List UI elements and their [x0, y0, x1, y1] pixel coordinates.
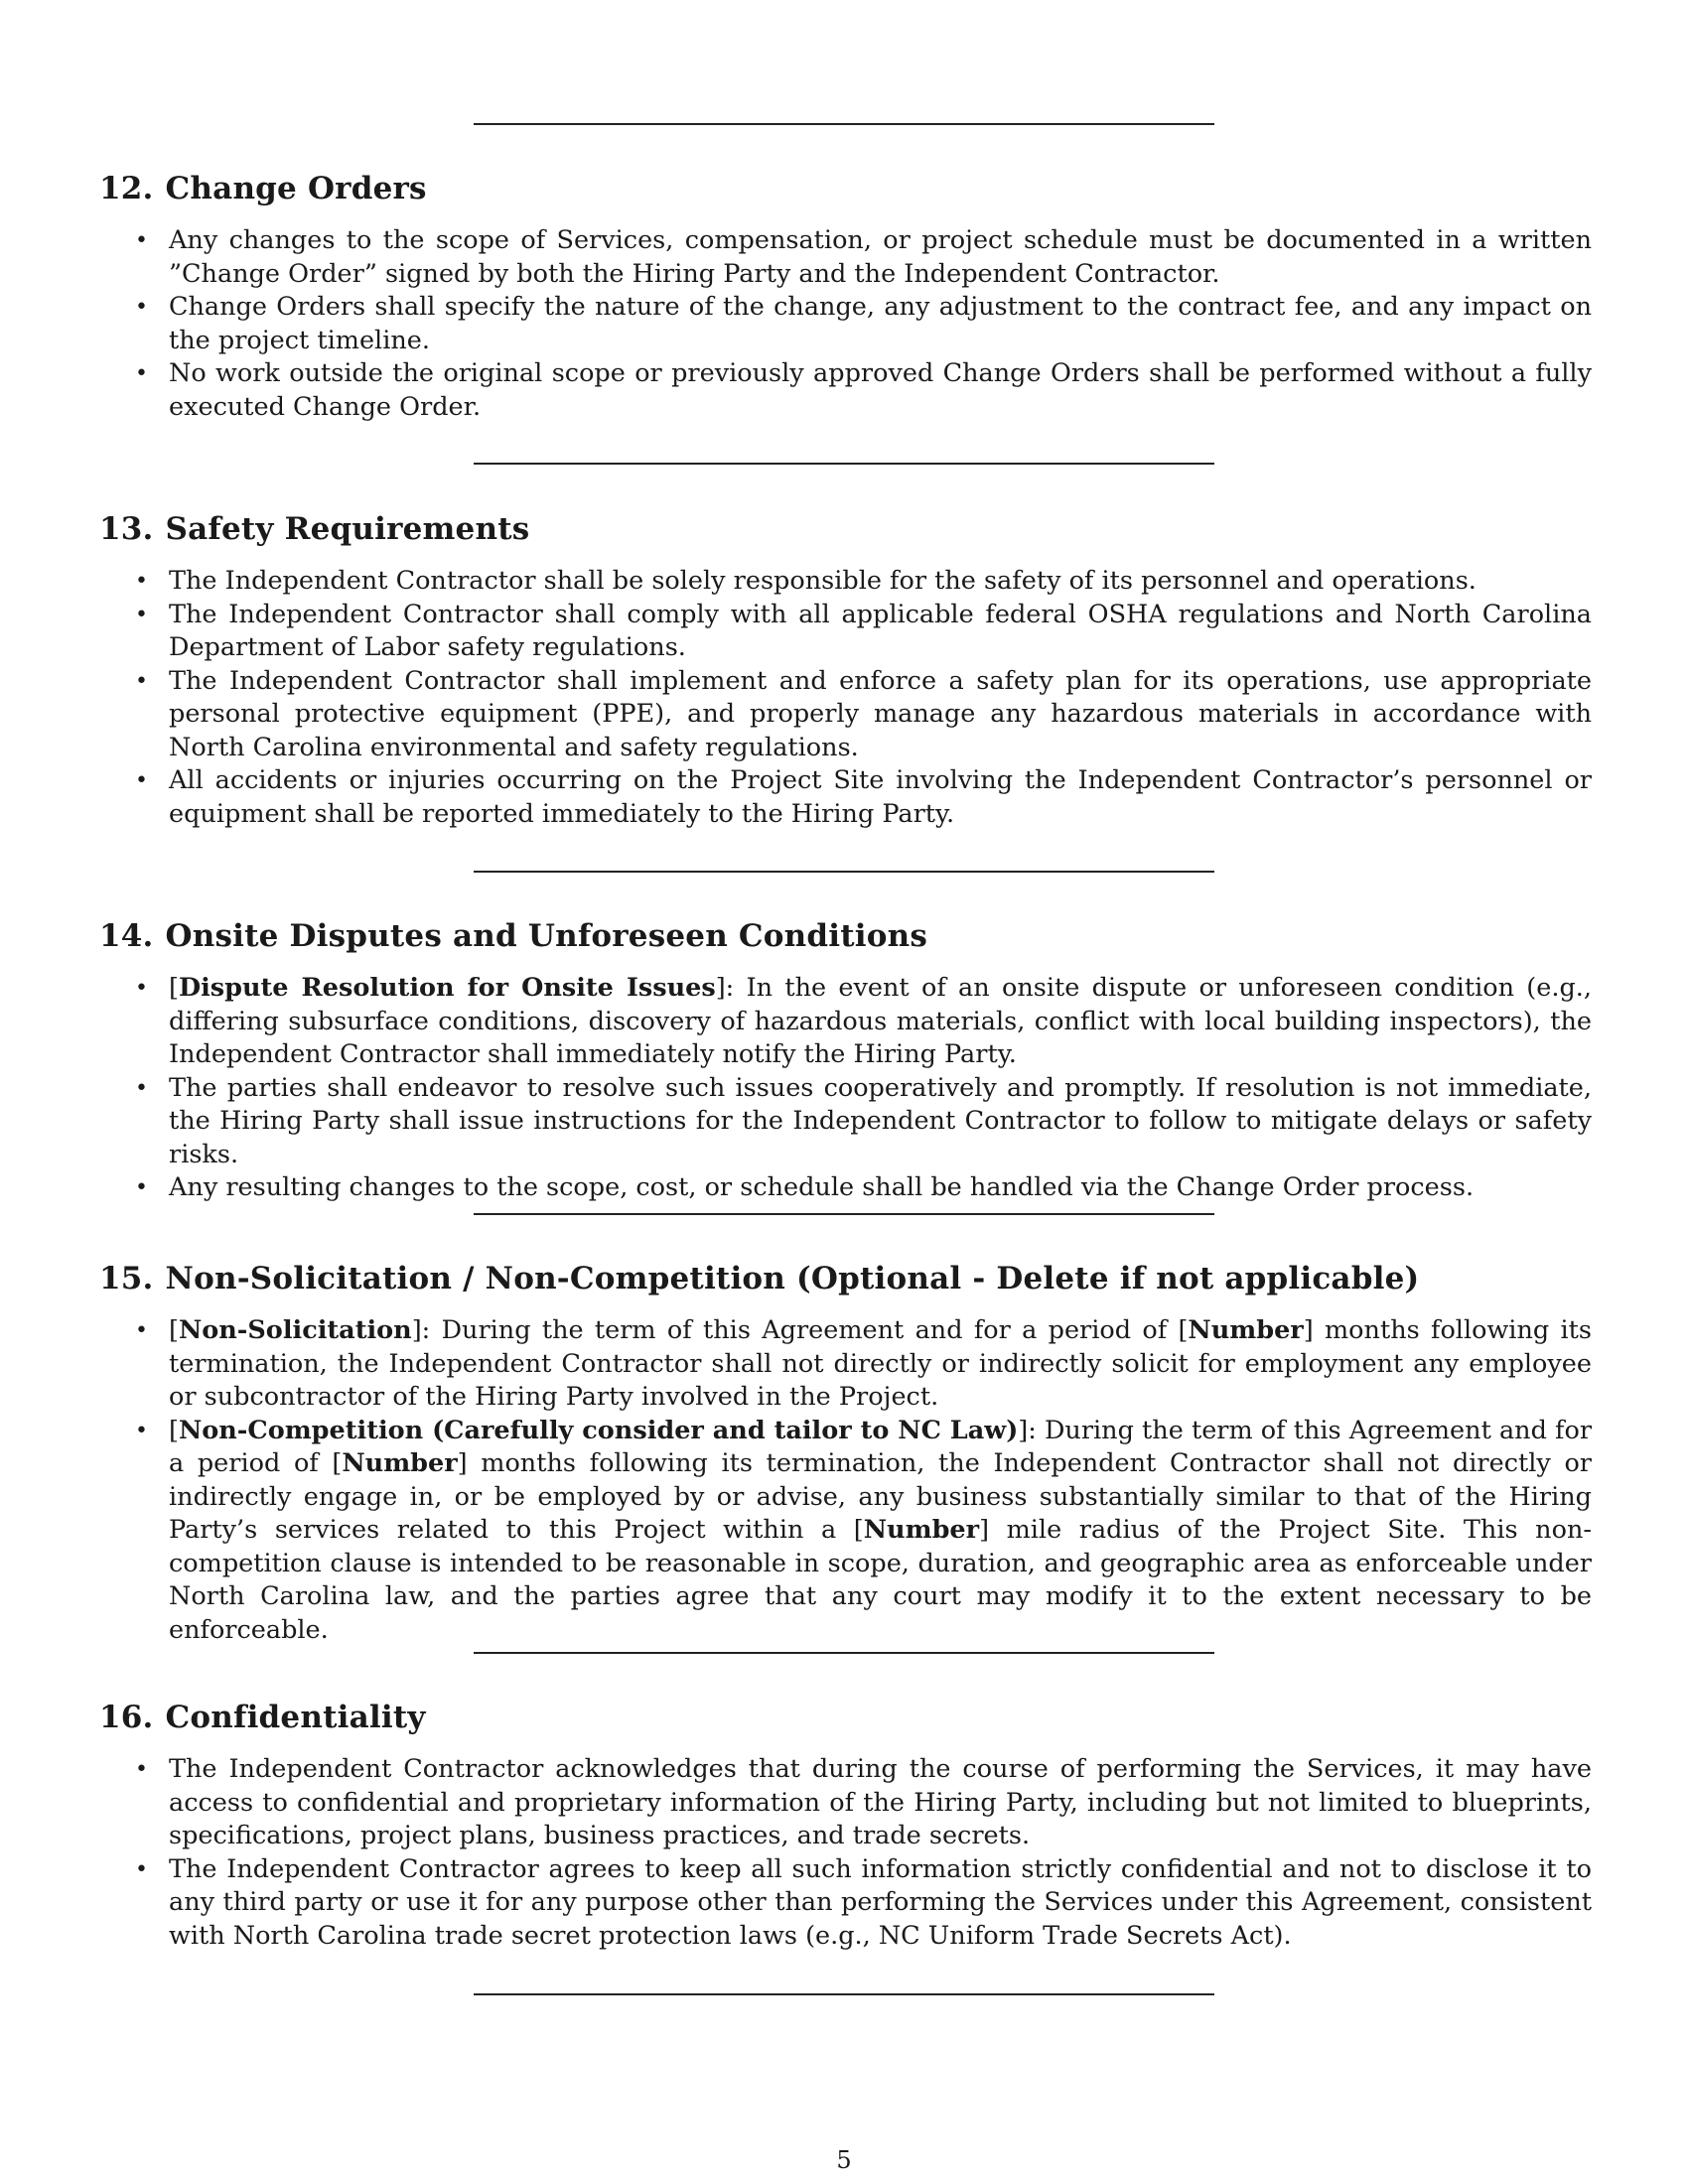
- bullet-icon: •: [135, 768, 148, 793]
- horizontal-rule: [474, 123, 1214, 125]
- bullet-icon: •: [135, 1418, 148, 1443]
- item-text: The Independent Contractor acknowledges that during the course of performing the Services, it may have access to confidential and proprietary information of the Hiring Party, including but not limited to blueprints, specifications, project plans, business practices, and trade secrets.: [169, 1754, 1592, 1850]
- section-heading: [99, 918, 1592, 954]
- list-item: [99, 599, 1592, 665]
- section-title: Safety Requirements: [165, 511, 530, 547]
- item-text: Any resulting changes to the scope, cost, or schedule shall be handled via the Change Order process.: [169, 1172, 1475, 1202]
- item-text: The Independent Contractor shall comply with all applicable federal OSHA regulations and North Carolina Department of Labor safety regulations.: [169, 599, 1592, 662]
- horizontal-rule: [474, 1993, 1214, 1995]
- section-number: 15.: [99, 1261, 154, 1297]
- bullet-icon: •: [135, 1175, 148, 1200]
- list-item: [99, 764, 1592, 831]
- list-item: • [Non-Competition (Carefully consider and tailor to NC Law)]: During the term of this Agreement and for a period of [Number] months following its termination, the Independent Contractor shall not directly or indirectly engage in, or be employed by or advise, any business substantially similar to that of the Hiring Party’s services related to this Project within a [Number] mile radius of the Project Site. This non-competition clause is intended to be reasonable in scope, duration, and geographic area as enforceable under North Carolina law, and the parties agree that any court may modify it to the extent necessary to be enforceable.: [135, 1415, 1593, 1645]
- bullet-list: [99, 1753, 1592, 1953]
- placeholder-number: Number: [1188, 1315, 1304, 1345]
- section-heading: [99, 171, 1592, 206]
- bullet-icon: •: [135, 228, 148, 253]
- bold-term: Non-Competition (Carefully consider and tailor to NC Law): [178, 1415, 1019, 1445]
- bold-term: Dispute Resolution for Onsite Issues: [178, 973, 716, 1003]
- bullet-icon: •: [135, 1075, 148, 1101]
- horizontal-rule: [474, 871, 1214, 873]
- section-safety-requirements: [99, 511, 1592, 831]
- item-text: The parties shall endeavor to resolve such issues cooperatively and promptly. If resolution is not immediate, the Hiring Party shall issue instructions for the Independent Contractor to follow to mitigate delays or safety risks.: [169, 1072, 1592, 1169]
- section-title: Non-Solicitation / Non-Competition (Optional - Delete if not applicable): [165, 1261, 1420, 1297]
- item-text: mile radius of the Project Site. This non-competition clause is intended to be reasonable in scope, duration, and geographic area as enforceable under North Carolina law, and the parties agree that any court may modify it to the extent necessary to be enforceable.: [169, 1515, 1592, 1645]
- list-item: [99, 291, 1592, 357]
- section-number: 14.: [99, 918, 154, 954]
- item-text: months following its termination, the Independent Contractor shall not directly or indirectly solicit for employment any employee or subcontractor of the Hiring Party involved in the Project.: [169, 1315, 1592, 1412]
- bullet-icon: •: [135, 976, 148, 1001]
- horizontal-rule: [474, 1213, 1214, 1215]
- item-text: All accidents or injuries occurring on the Project Site involving the Independent Contractor’s personnel or equipment shall be reported immediately to the Hiring Party.: [169, 765, 1592, 829]
- list-item: [99, 1072, 1592, 1172]
- section-number: 13.: [99, 511, 154, 547]
- item-text: The Independent Contractor shall implement and enforce a safety plan for its operations, use appropriate personal protective equipment (PPE), and properly manage any hazardous materials in accordance with North Carolina environmental and safety regulations.: [169, 665, 1592, 762]
- section-heading: [99, 1261, 1592, 1297]
- list-item: [99, 1753, 1592, 1853]
- item-text: Any changes to the scope of Services, compensation, or project schedule must be documented in a written ”Change Order” signed by both the Hiring Party and the Independent Contractor.: [169, 225, 1592, 289]
- list-item: [99, 665, 1592, 765]
- item-text: months following its termination, the Independent Contractor shall not directly or indirectly engage in, or be employed by or advise, any business substantially similar to that of the Hiring Party’s services related to this Project within a: [169, 1448, 1592, 1545]
- section-number: 16.: [99, 1700, 154, 1735]
- list-item: [99, 1171, 1592, 1205]
- bullet-icon: •: [135, 361, 148, 386]
- item-text: Change Orders shall specify the nature of the change, any adjustment to the contract fee, and any impact on the project timeline.: [169, 292, 1592, 355]
- list-item: • [Dispute Resolution for Onsite Issues]: In the event of an onsite dispute or unforeseen condition (e.g., differing subsurface conditions, discovery of hazardous materials, conflict with local building inspectors), the Independent Contractor shall immediately notify the Hiring Party.: [135, 973, 1592, 1069]
- bullet-icon: •: [135, 668, 148, 694]
- section-onsite-disputes: [99, 918, 1592, 1205]
- bullet-icon: •: [135, 1757, 148, 1782]
- item-text: No work outside the original scope or previously approved Change Orders shall be performed without a fully executed Change Order.: [169, 358, 1592, 422]
- bullet-icon: •: [135, 569, 148, 594]
- section-number: 12.: [99, 171, 154, 206]
- list-item: [99, 1853, 1592, 1954]
- item-text: The Independent Contractor shall be solely responsible for the safety of its personnel and operations.: [169, 566, 1477, 596]
- section-title: Confidentiality: [165, 1700, 426, 1735]
- bullet-icon: •: [135, 1318, 148, 1343]
- bullet-list: [99, 972, 1592, 1205]
- bullet-icon: •: [135, 602, 148, 627]
- item-text: In the event of an onsite dispute or unforeseen condition (e.g., differing subsurface conditions, discovery of hazardous materials, conflict with local building inspectors), the Independent Contractor shall immediately notify the Hiring Party.: [169, 973, 1592, 1069]
- section-confidentiality: [99, 1700, 1592, 1953]
- list-item: [99, 357, 1592, 424]
- section-heading: [99, 1700, 1592, 1735]
- item-text: During the term of this Agreement and for a period of: [441, 1315, 1179, 1345]
- bullet-icon: •: [135, 295, 148, 320]
- item-text: The Independent Contractor agrees to keep all such information strictly confidential and not to disclose it to any third party or use it for any purpose other than performing the Services under this Agreement, consistent with North Carolina trade secret protection laws (e.g., NC Uniform Trade Secrets Act).: [169, 1853, 1592, 1951]
- section-title: Onsite Disputes and Unforeseen Conditions: [165, 918, 928, 954]
- bullet-list: [99, 1314, 1592, 1647]
- list-item: • [Non-Solicitation]: During the term of this Agreement and for a period of [Number] months following its termination, the Independent Contractor shall not directly or indirectly solicit for employment any employee or subcontractor of the Hiring Party involved in the Project.: [135, 1315, 1592, 1412]
- bold-term: Non-Solicitation: [178, 1315, 412, 1345]
- page-number: 5: [836, 2146, 852, 2174]
- section-title: Change Orders: [165, 171, 427, 206]
- list-item: [99, 565, 1592, 599]
- section-non-solicitation: [99, 1261, 1592, 1647]
- placeholder-number: Number: [342, 1448, 458, 1478]
- item-text: During the term of this Agreement and for a period of: [169, 1415, 1593, 1478]
- bullet-icon: •: [135, 1856, 148, 1882]
- horizontal-rule: [474, 463, 1214, 465]
- horizontal-rule: [474, 1652, 1214, 1654]
- list-item: [99, 224, 1592, 291]
- bullet-list: [99, 224, 1592, 424]
- placeholder-number: Number: [863, 1515, 980, 1545]
- bullet-list: [99, 565, 1592, 831]
- section-heading: [99, 511, 1592, 547]
- section-change-orders: [99, 171, 1592, 424]
